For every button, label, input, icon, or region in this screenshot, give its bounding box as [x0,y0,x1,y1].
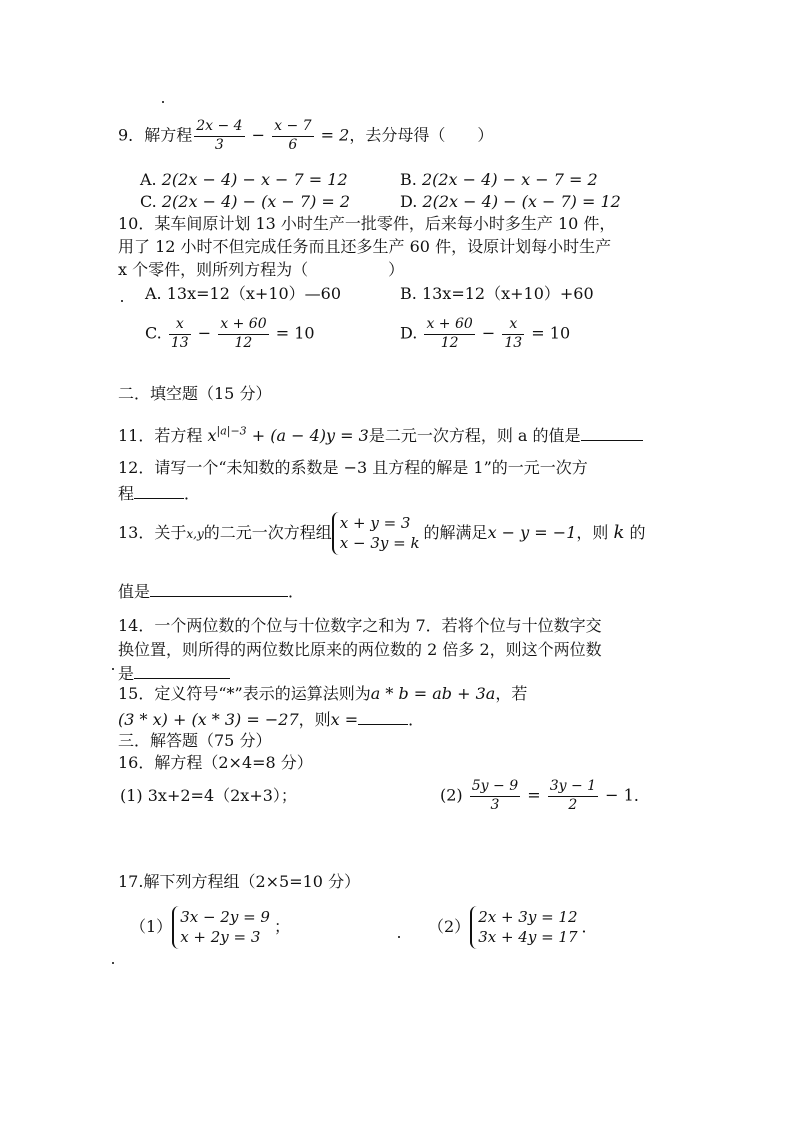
punctuation: ； [273,916,290,936]
question-text: 解方程 [144,125,193,145]
punctuation: ． [288,582,305,601]
answer-blank[interactable] [150,580,288,597]
option-b[interactable] [400,284,594,303]
fraction [272,118,313,154]
section-3-heading: 三．解答题（75 分） [118,731,272,750]
exponent: |a|−3 [216,424,247,438]
question-16-part-1: (1) 3x+2=4（2x+3）； [120,786,297,805]
option-a[interactable] [140,170,348,189]
equation: 2x + 3y = 12 [478,908,578,926]
operator: − [476,323,501,343]
option-text: 2(2x − 4) − (x − 7) = 12 [422,192,621,211]
question-9-stem [118,118,493,154]
numerator: 3y − 1 [548,778,598,797]
part-label: （2） [428,916,471,936]
equation-system [470,906,581,949]
question-15-line-1 [118,684,527,703]
option-label: B. [400,284,417,303]
equation: 3x − 2y = 9 [180,908,270,926]
option-d[interactable] [400,316,570,352]
question-10-line-1: 10．某车间原计划 13 小时生产一批零件，后来每小时多生产 10 件， [118,214,616,233]
option-label: B. [400,170,417,189]
question-text: 值是 [118,582,151,601]
question-17-part-1 [130,906,290,949]
equation-rhs: = 10 [526,323,571,343]
question-14-line-2: 换位置，则所得的两位数比原来的两位数的 2 倍多 2，则这个两位数 [118,640,602,659]
question-text: ，若 [495,684,528,703]
question-text: 是二元一次方程，则 a 的值是 [368,426,581,445]
denominator: 2 [568,796,578,813]
answer-blank[interactable] [134,662,230,679]
equation: 3x + 4y = 17 [478,928,578,947]
option-label: C. [140,192,157,211]
question-text: ，去分母得（ ） [349,125,494,145]
question-text: 的解满足 [423,522,488,542]
equation-rhs: = 10 [270,323,315,343]
fraction [424,316,474,352]
question-text: 的二元一次方程组 [203,522,332,542]
operator: − [246,125,271,145]
answer-blank[interactable] [134,482,184,499]
option-text: 13x=12（x+10）—60 [166,284,342,303]
equation: x + y = 3 [339,514,411,532]
option-c[interactable] [145,316,315,352]
option-text: 2(2x − 4) − x − 7 = 12 [161,170,348,189]
denominator: 12 [234,334,253,351]
math-variables: x,y [186,526,204,541]
question-number: 9． [118,125,145,145]
equation: (3 * x) + (x * 3) = −27 [118,710,299,729]
equation: a * b = ab + 3a [370,684,496,703]
question-text: 是 [118,664,135,683]
punctuation: ． [408,710,425,729]
question-text: 程 [118,484,135,503]
question-text: 11．若方程 [118,426,208,445]
punctuation: ． [581,916,598,936]
fraction [470,778,520,814]
section-2-heading: 二．填空题（15 分） [118,384,272,403]
denominator: 3 [214,136,224,153]
answer-blank[interactable] [358,708,408,725]
option-text: 2(2x − 4) − (x − 7) = 2 [161,192,351,211]
equation-system [172,906,274,949]
operator: = [522,785,546,805]
denominator: 12 [440,334,459,351]
denominator: 13 [170,334,189,351]
denominator: 6 [288,136,298,153]
fraction [548,778,598,814]
question-14-line-3 [118,662,230,683]
denominator: 3 [490,796,500,813]
option-label: C. [145,323,162,343]
question-16-part-2 [440,778,650,814]
scan-speck [121,300,123,302]
option-d[interactable] [400,192,621,211]
equation-rhs: − 1． [600,785,650,805]
scan-speck [112,962,114,964]
numerator: x − 7 [272,118,313,137]
option-text: 13x=12（x+10）+60 [421,284,594,303]
option-b[interactable] [400,170,598,189]
numerator: x [169,316,191,335]
question-10-line-3: x 个零件，则所列方程为（ ） [118,260,405,279]
equation-rhs: = 2 [315,125,350,145]
question-text: 15．定义符号“*”表示的运算法则为 [118,684,371,703]
scan-speck [112,668,114,670]
math-variable: k [613,521,625,543]
equation: + (a − 4)y = 3 [246,426,369,445]
math-variable: x [207,426,217,445]
option-a[interactable] [145,284,341,303]
denominator: 13 [504,334,523,351]
option-label: A. [140,170,157,189]
numerator: x [502,316,524,335]
equation: x + 2y = 3 [180,928,261,947]
operator: − [192,323,217,343]
question-13-line-2 [118,580,304,601]
option-label: A. [145,284,162,303]
question-text: 的 [629,522,646,542]
numerator: x + 60 [424,316,474,335]
scan-speck [398,936,400,938]
option-label: D. [400,192,418,211]
fraction [502,316,524,352]
option-c[interactable] [140,192,350,211]
numerator: 5y − 9 [470,778,520,797]
punctuation: ． [184,484,201,503]
option-text: 2(2x − 4) − x − 7 = 2 [421,170,598,189]
question-text: ，则 [576,522,609,542]
question-11 [118,424,643,445]
equation: x = [330,710,359,729]
fraction [194,118,244,154]
part-label: （1） [130,916,173,936]
scan-speck [162,101,164,103]
equation: x − y = −1 [487,522,577,542]
question-14-line-1: 14．一个两位数的个位与十位数字之和为 7．若将个位与十位数字交 [118,616,602,635]
question-13 [118,512,646,555]
part-label: (2) [440,785,463,805]
question-17-part-2 [428,906,598,949]
fraction [218,316,268,352]
question-12-line-2 [118,482,200,503]
question-10-line-2: 用了 12 小时不但完成任务而且还多生产 60 件，设原计划每小时生产 [118,237,612,256]
question-text: ，则 [298,710,331,729]
question-17-title: 17.解下列方程组（2×5=10 分） [118,872,361,891]
fraction [169,316,191,352]
numerator: x + 60 [218,316,268,335]
question-15-line-2 [118,708,424,729]
question-16-title: 16．解方程（2×4=8 分） [118,753,313,772]
numerator: 2x − 4 [194,118,244,137]
question-12-line-1: 12．请写一个“未知数的系数是 −3 且方程的解是 1”的一元一次方 [118,458,588,477]
equation-system [332,512,424,555]
equation: x − 3y = k [339,534,420,553]
option-label: D. [400,323,418,343]
answer-blank[interactable] [581,424,643,441]
question-text: 13．关于 [118,522,187,542]
